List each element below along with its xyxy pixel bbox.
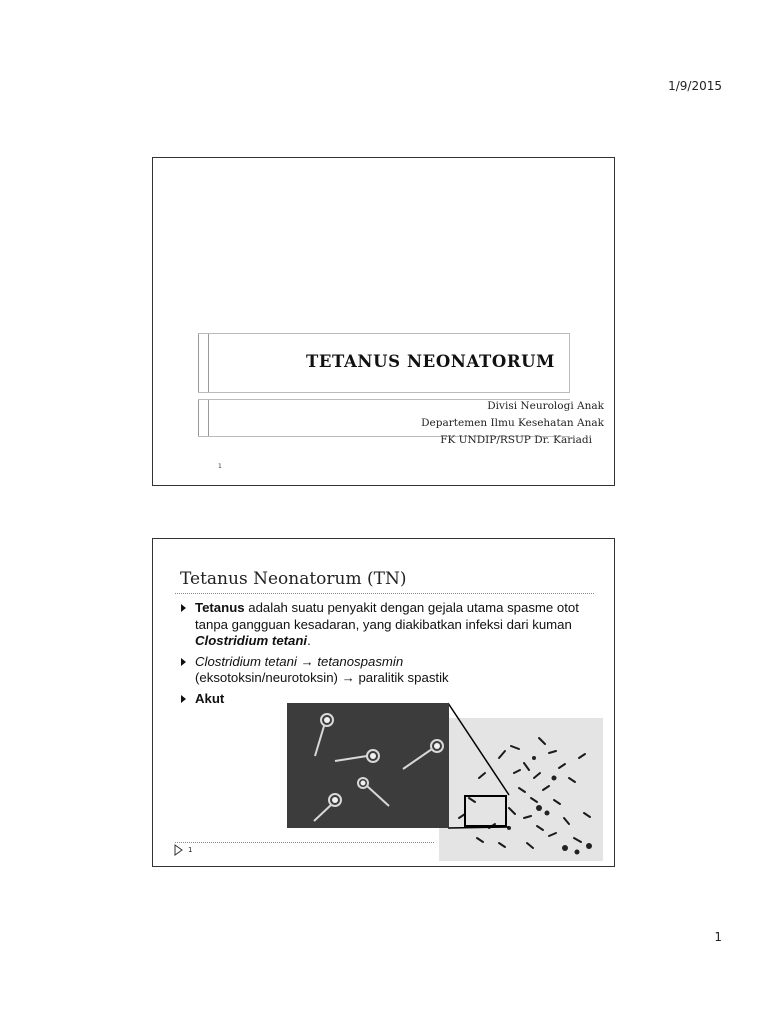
slide-number: 1 xyxy=(188,846,193,854)
subtitle-line: Divisi Neurologi Anak xyxy=(487,400,604,412)
subtitle-bar-line xyxy=(208,400,209,436)
title-box xyxy=(198,333,570,393)
subtitle-line: FK UNDIP/RSUP Dr. Kariadi xyxy=(440,434,592,446)
slide-title: TETANUS NEONATORUM xyxy=(306,352,555,371)
bullet-text: (eksotoksin/neurotoksin) xyxy=(195,670,338,685)
slide-1 xyxy=(152,157,615,486)
slide-2 xyxy=(152,538,615,867)
bullet-text: adalah suatu penyakit dengan gejala utama spasme otot tanpa gangguan kesadaran, yang diakibatkan infeksi dari kuman xyxy=(195,600,579,632)
date-label: 1/9/2015 xyxy=(668,79,722,93)
footer-divider xyxy=(175,842,434,843)
page-number: 1 xyxy=(714,930,722,944)
bullet-toxin-name: tetanospasmin xyxy=(317,653,404,669)
footer-triangle-icon xyxy=(174,844,183,856)
bacteria-spores-illustration xyxy=(287,703,449,828)
title-bar-line xyxy=(198,334,199,392)
bullet-text: paralitik spastik xyxy=(358,670,449,685)
slide-number: 1 xyxy=(218,463,222,470)
bullet-bold-term: Tetanus xyxy=(195,600,245,615)
subtitle-line: Departemen Ilmu Kesehatan Anak xyxy=(421,417,604,429)
arrow-icon: → xyxy=(296,653,318,669)
bullet-organism-name: Clostridium tetani xyxy=(195,653,297,669)
title-bar-line xyxy=(208,334,209,392)
bullet-bold-term: Akut xyxy=(195,690,225,706)
subtitle-bar-line xyxy=(198,400,199,436)
micrograph-spores-image xyxy=(287,703,449,828)
bullet-organism-name: Clostridium tetani xyxy=(195,633,308,648)
slide-title: Tetanus Neonatorum (TN) xyxy=(180,569,407,589)
arrow-icon: → xyxy=(337,670,359,685)
zoom-region-box xyxy=(464,795,507,827)
subtitle-lines xyxy=(421,398,604,449)
bullet-text-end: . xyxy=(307,633,311,648)
